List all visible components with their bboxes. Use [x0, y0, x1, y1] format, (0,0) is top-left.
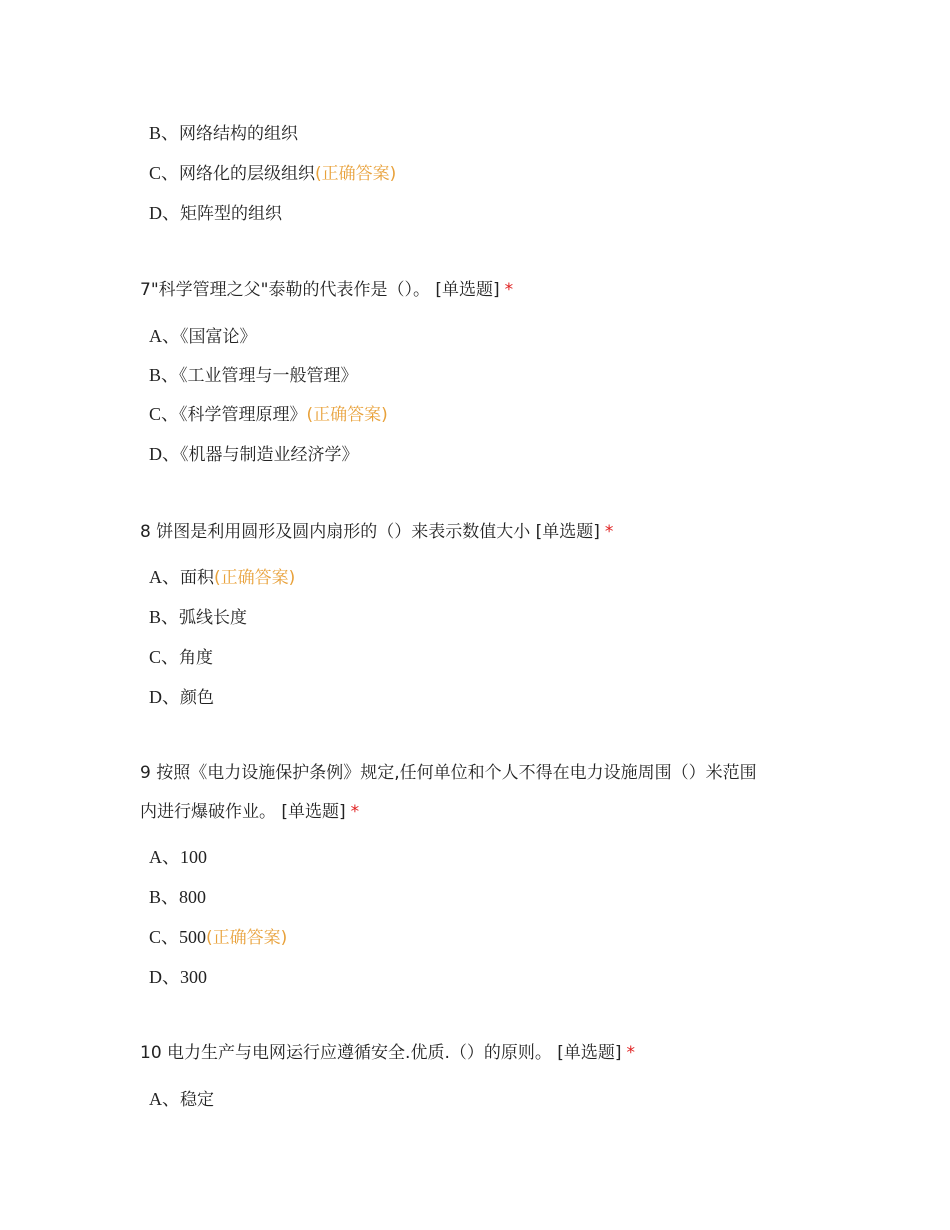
option-text: 《机器与制造业经济学》	[180, 445, 359, 465]
required-marker: *	[504, 280, 514, 300]
option-b[interactable]	[149, 605, 247, 630]
option-text: 《科学管理原理》	[179, 405, 307, 425]
option-label: B、	[149, 123, 180, 143]
option-text: 矩阵型的组织	[180, 204, 282, 224]
option-a[interactable]	[149, 845, 207, 869]
option-b[interactable]	[149, 363, 358, 388]
correct-answer-tag: (正确答案)	[206, 928, 288, 948]
option-text: 800	[179, 887, 207, 907]
option-label: C、	[149, 647, 180, 667]
option-label: C、	[149, 404, 180, 424]
option-a[interactable]	[149, 565, 295, 590]
option-d[interactable]	[149, 685, 214, 710]
question-9-title	[140, 761, 757, 785]
required-marker: *	[350, 802, 360, 822]
question-text: 7"科学管理之父"泰勒的代表作是（）。 [单选题]	[140, 280, 500, 300]
option-label: A、	[149, 326, 180, 346]
question-text: 10 电力生产与电网运行应遵循安全.优质.（）的原则。 [单选题]	[140, 1043, 622, 1063]
question-9-title-cont	[140, 800, 359, 824]
correct-answer-tag: (正确答案)	[315, 164, 397, 184]
correct-answer-tag: (正确答案)	[214, 568, 296, 588]
question-7-title	[140, 278, 513, 302]
option-text: 面积	[180, 568, 214, 588]
option-text: 角度	[179, 648, 214, 668]
option-label: B、	[149, 607, 180, 627]
question-text: 9 按照《电力设施保护条例》规定,任何单位和个人不得在电力设施周围（）米范围	[140, 763, 757, 783]
option-label: D、	[149, 687, 180, 707]
option-d[interactable]	[149, 965, 207, 989]
option-a[interactable]	[149, 324, 257, 349]
option-c[interactable]	[149, 645, 213, 670]
question-text: 内进行爆破作业。 [单选题]	[140, 802, 346, 822]
question-text: 8 饼图是利用圆形及圆内扇形的（）来表示数值大小 [单选题]	[140, 522, 600, 542]
option-text: 500	[179, 927, 207, 947]
option-label: A、	[149, 847, 180, 867]
option-label: D、	[149, 203, 180, 223]
option-b[interactable]	[149, 121, 298, 146]
option-text: 100	[180, 847, 207, 867]
option-label: D、	[149, 444, 180, 464]
correct-answer-tag: (正确答案)	[306, 405, 388, 425]
question-8-title	[140, 520, 613, 544]
option-c[interactable]	[149, 402, 388, 427]
question-10-title	[140, 1041, 635, 1065]
option-text: 《工业管理与一般管理》	[179, 366, 358, 386]
option-d[interactable]	[149, 201, 282, 226]
option-label: B、	[149, 365, 180, 385]
option-text: 网络化的层级组织	[179, 164, 316, 184]
required-marker: *	[604, 522, 614, 542]
option-text: 弧线长度	[179, 608, 248, 628]
option-b[interactable]	[149, 885, 206, 909]
option-label: C、	[149, 927, 180, 947]
option-text: 300	[180, 967, 207, 987]
option-text: 网络结构的组织	[179, 124, 299, 144]
option-label: A、	[149, 567, 180, 587]
option-label: C、	[149, 163, 180, 183]
required-marker: *	[626, 1043, 636, 1063]
option-c[interactable]	[149, 161, 396, 186]
option-text: 稳定	[180, 1090, 214, 1110]
option-a[interactable]	[149, 1087, 214, 1112]
option-text: 《国富论》	[180, 327, 257, 347]
option-label: D、	[149, 967, 180, 987]
option-c[interactable]	[149, 925, 287, 950]
option-label: B、	[149, 887, 180, 907]
option-d[interactable]	[149, 442, 359, 467]
option-text: 颜色	[180, 688, 214, 708]
option-label: A、	[149, 1089, 180, 1109]
